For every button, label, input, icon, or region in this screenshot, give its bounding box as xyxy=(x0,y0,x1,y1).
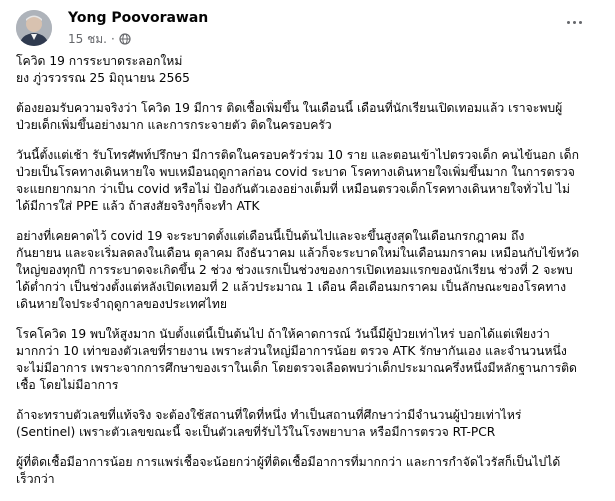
post-paragraph xyxy=(16,326,608,394)
author-name[interactable]: Yong Poovorawan xyxy=(68,10,209,26)
globe-icon[interactable] xyxy=(119,33,131,45)
post-paragraph xyxy=(16,407,608,441)
post-text-line: ป่วยเป็นโรคทางเดินหายใจ พบเหมือนฤดูกาลก่อน covid ระบาด โรคทางเดินหายใจเพิ่มขึ้นมาก ในการตรวจ xyxy=(16,165,575,179)
avatar-photo xyxy=(16,10,52,46)
post-text-line: ผู้ที่ติดเชื้อมีอาการน้อย การแพร่เชื้อจะน้อยกว่าผู้ที่ติดเชื้อมีอาการที่มากกว่า และการกำจัดไวรัสก็เป็นไปได้ xyxy=(16,455,561,469)
post-text-line: โควิด 19 การระบาดระลอกใหม่ xyxy=(16,54,183,68)
post-text-line: อย่างที่เคยคาดไว้ covid 19 จะระบาดตั้งแต่เดือนนี้เป็นต้นไปและจะขึ้นสูงสุดในเดือนกรกฎาคม ถึง xyxy=(16,229,525,243)
post-paragraph xyxy=(16,228,608,313)
post-text-line: ได้มีการใส่ PPE แล้ว ถ้าสงสัยจริงๆก็จะทำ ATK xyxy=(16,199,260,213)
post-text-line: (Sentinel) เพราะตัวเลขขณะนี้ จะเป็นตัวเลขที่รับไว้ในโรงพยาบาล หรือมีการตรวจ RT-PCR xyxy=(16,425,496,439)
meta-separator: · xyxy=(110,32,115,46)
post-text-line: ป่วยเด็กเพิ่มขึ้นอย่างมาก และการกระจายตัว ติดในครอบครัว xyxy=(16,118,332,132)
post-text-line: จะแยกยากมาก ว่าเป็น covid หรือไม่ ป้องกันตัวเองอย่างเต็มที่ เหมือนตรวจเด็กโรคทางเดินหายใจทั่วไป ไม่ xyxy=(16,182,571,196)
post-text-line: ถ้าจะทราบตัวเลขที่แท้จริง จะต้องใช้สถานที่ใดที่หนึ่ง ทำเป็นสถานที่ศึกษาว่ามีจำนวนผู้ป่วยเท่าไหร่ xyxy=(16,408,522,422)
post-text-line: ต้องยอมรับความจริงว่า โควิด 19 มีการ ติดเชื้อเพิ่มขึ้น ในเดือนนี้ เดือนที่นักเรียนเปิดเทอมแล้ว เราจะพบผู้ xyxy=(16,101,563,115)
post-text-line: กันยายน และจะเริ่มลดลงในเดือน ตุลาคม ถึงธันวาคม แล้วก็จะระบาดใหม่ในเดือนมกราคม เหมือนกับไข้หวัด xyxy=(16,246,580,260)
post-paragraph xyxy=(16,100,608,134)
post-text-line: เชื้อ โดยไม่มีอาการ xyxy=(16,378,119,392)
post-text xyxy=(16,53,608,501)
post-text-line: ใหญ่ของทุกปี การระบาดจะเกิดขึ้น 2 ช่วง ช่วงแรกเป็นช่วงของการเปิดเทอมแรกของนักเรียน ช่วงที่ 2 จะพบ xyxy=(16,263,573,277)
post-text-line: มากกว่า 10 เท่าของตัวเลขที่รายงาน เพราะส่วนใหญ่มีอาการน้อย ตรวจ ATK รักษากันเอง และจำนวนหนึ่ง xyxy=(16,344,567,358)
avatar[interactable] xyxy=(16,10,52,46)
post-text-line: เดินหายใจประจำฤดูกาลของประเทศไทย xyxy=(16,297,227,311)
post-text-line: ยง ภู่วรวรรณ 25 มิถุนายน 2565 xyxy=(16,71,190,85)
post-text-line: วันนี้ตั้งแต่เช้า รับโทรศัพท์ปรึกษา มีการติดในครอบครัวร่วม 10 ราย และตอนเข้าไปตรวจเด็ก คนไข้นอก เด็ก xyxy=(16,148,579,162)
post-text-line: โรคโควิด 19 พบให้สูงมาก นับตั้งแต่นี้เป็นต้นไป ถ้าให้คาดการณ์ วันนี้มีผู้ป่วยเท่าไหร่ บอกได้แต่เพียงว่า xyxy=(16,327,550,341)
more-options-icon[interactable] xyxy=(562,12,586,32)
post-paragraph xyxy=(16,454,608,488)
post-paragraph xyxy=(16,147,608,215)
post-text-line: จะไม่มีอาการ เพราะจากการศึกษาของเราในเด็ก โดยตรวจเลือดพบว่าเด็กประมาณครึ่งหนึ่งมีหลักฐานการติด xyxy=(16,361,577,375)
post-meta xyxy=(68,30,131,49)
post-timestamp[interactable]: 15 ชม. xyxy=(68,32,107,46)
post-text-line: เร็วกว่า xyxy=(16,472,55,486)
post-paragraph xyxy=(16,53,608,87)
post-header xyxy=(12,8,602,52)
post-text-line: ได้ต่ำกว่า เป็นช่วงตั้งแต่หลังเปิดเทอมที่ 2 แล้วประมาณ 1 เดือน คือเดือนมกราคม เป็นลักษณะของโรคทาง xyxy=(16,280,567,294)
